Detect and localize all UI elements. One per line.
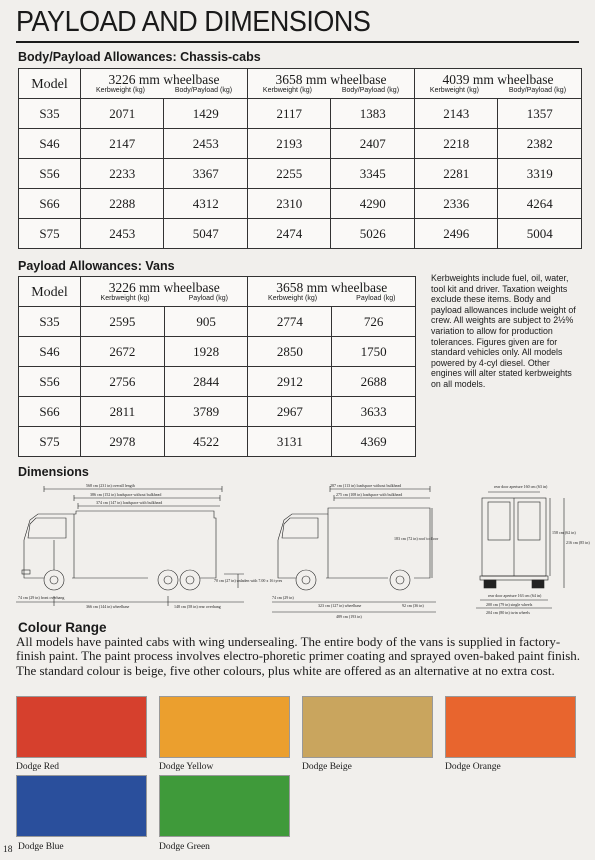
wheelbase-group-header: 3226 mm wheelbase Kerbweight (kg) Body/Payload (kg) (81, 69, 248, 99)
value-cell: 2071 (81, 99, 164, 129)
vans-table (18, 276, 416, 457)
value-cell: 2756 (81, 367, 165, 397)
title-rule (16, 41, 579, 43)
value-cell: 2117 (247, 99, 330, 129)
value-cell: 4290 (331, 189, 415, 219)
value-cell: 1928 (164, 337, 248, 367)
value-cell: 2672 (81, 337, 165, 367)
value-cell: 1750 (332, 337, 416, 367)
value-cell: 4312 (164, 189, 248, 219)
table-row (19, 427, 416, 457)
swatch-dodge-orange (445, 696, 576, 758)
swatch-label: Dodge Orange (445, 762, 501, 772)
chassis-cab-table (18, 68, 582, 249)
table-row (19, 397, 416, 427)
swatch-dodge-beige (302, 696, 433, 758)
table-row (19, 367, 416, 397)
model-cell: S56 (19, 367, 81, 397)
dim-short-loadspace-no-bulkhead: 287 cm (113 in) loadspace without bulkhead (330, 483, 402, 488)
page-title: PAYLOAD AND DIMENSIONS (16, 6, 371, 38)
long-van-diagram (14, 478, 283, 620)
table-row (19, 189, 582, 219)
dim-rear-overall-height: 216 cm (85 in) (566, 540, 590, 545)
value-cell: 5026 (331, 219, 415, 249)
swatch-dodge-green (159, 775, 290, 837)
value-cell: 1383 (331, 99, 415, 129)
dim-rear-twin-wheels: 204 cm (80 in) twin wheels (486, 610, 530, 615)
value-cell: 2844 (164, 367, 248, 397)
value-cell: 5047 (164, 219, 248, 249)
dim-rear-door-top: rear door aperture 160 cm (63 in) (494, 484, 548, 489)
swatch-dodge-blue (16, 775, 147, 837)
value-cell: 2496 (414, 219, 497, 249)
model-cell: S35 (19, 99, 81, 129)
dim-rear-overhang: 148 cm (58 in) rear overhang (174, 604, 221, 609)
value-cell: 1429 (164, 99, 248, 129)
value-cell: 3131 (248, 427, 332, 457)
model-cell: S75 (19, 427, 81, 457)
value-cell: 2967 (248, 397, 332, 427)
dim-short-overall-length: 489 cm (193 in) (336, 614, 362, 619)
value-cell: 2233 (81, 159, 164, 189)
value-cell: 2336 (414, 189, 497, 219)
value-cell: 4264 (498, 189, 582, 219)
value-cell: 4369 (332, 427, 416, 457)
swatch-dodge-red (16, 696, 147, 758)
model-cell: S35 (19, 307, 81, 337)
value-cell: 2978 (81, 427, 165, 457)
dim-front-overhang: 74 cm (29 in) front overhang (18, 595, 65, 600)
value-cell: 2688 (332, 367, 416, 397)
value-cell: 2595 (81, 307, 165, 337)
dim-short-rear-overhang: 92 cm (36 in) (402, 603, 424, 608)
value-cell: 2912 (248, 367, 332, 397)
dim-short-front-overhang: 74 cm (29 in) (272, 595, 294, 600)
model-cell: S46 (19, 337, 81, 367)
value-cell: 2407 (331, 129, 415, 159)
value-cell: 4522 (164, 427, 248, 457)
value-cell: 2193 (247, 129, 330, 159)
table-row (19, 99, 582, 129)
value-cell: 3789 (164, 397, 248, 427)
swatch-label: Dodge Beige (302, 762, 352, 772)
swatch-label: Dodge Green (159, 842, 210, 852)
dim-wheelbase: 366 cm (144 in) wheelbase (86, 604, 130, 609)
colour-range-heading: Colour Range (18, 620, 107, 635)
value-cell: 2310 (247, 189, 330, 219)
dim-overall-length: 568 cm (231 in) overall length (86, 483, 135, 488)
page-number: 18 (3, 845, 13, 855)
model-cell: S46 (19, 129, 81, 159)
model-header: Model (19, 69, 81, 99)
value-cell: 2850 (248, 337, 332, 367)
dim-short-wheelbase: 323 cm (127 in) wheelbase (318, 603, 362, 608)
swatch-label: Dodge Blue (18, 842, 64, 852)
weights-note: Kerbweights include fuel, oil, water, tool kit and driver. Taxation weights exclude these items. Body and payload allowances include weight of crew. All weights are subject to 2½% variation to allow for production tolerances. Figures given are for standard vehicles only. All models powered by 4-cyl diesel. Other engines will alter stated kerbweights on all models. (431, 273, 576, 389)
value-cell: 2255 (247, 159, 330, 189)
wheelbase-group-header: 3658 mm wheelbase Kerbweight (kg) Body/Payload (kg) (247, 69, 414, 99)
model-cell: S66 (19, 397, 81, 427)
wheelbase-group-header: 3226 mm wheelbase Kerbweight (kg) Payload (kg) (81, 277, 248, 307)
dim-loadspace-no-bulkhead: 386 cm (152 in) loadspace without bulkhead (90, 492, 162, 497)
model-cell: S66 (19, 189, 81, 219)
table-row (19, 159, 582, 189)
value-cell: 2382 (498, 129, 582, 159)
value-cell: 3319 (498, 159, 582, 189)
value-cell: 2281 (414, 159, 497, 189)
value-cell: 726 (332, 307, 416, 337)
value-cell: 2453 (164, 129, 248, 159)
short-van-diagram (270, 478, 448, 620)
model-header: Model (19, 277, 81, 307)
value-cell: 1357 (498, 99, 582, 129)
rear-view-diagram (466, 478, 590, 620)
swatch-label: Dodge Red (16, 762, 60, 772)
value-cell: 3345 (331, 159, 415, 189)
wheelbase-group-header: 4039 mm wheelbase Kerbweight (kg) Body/Payload (kg) (414, 69, 581, 99)
table-row (19, 337, 416, 367)
dim-rear-single-wheels: 200 cm (79 in) single wheels (486, 602, 533, 607)
value-cell: 2218 (414, 129, 497, 159)
value-cell: 2811 (81, 397, 165, 427)
model-cell: S56 (19, 159, 81, 189)
value-cell: 2288 (81, 189, 164, 219)
value-cell: 2453 (81, 219, 164, 249)
dim-loadspace-bulkhead: 374 cm (147 in) loadspace with bulkhead (96, 500, 163, 505)
wheelbase-group-header: 3658 mm wheelbase Kerbweight (kg) Payload (kg) (248, 277, 416, 307)
colour-range-text: All models have painted cabs with wing undersealing. The entire body of the vans is supplied in factory-finish paint. The paint process involves electro-phoretic primer coating and sprayed oven-baked paint finish. The standard colour is beige, five other colours, plus white are offered as an alternative at no extra cost. (16, 634, 581, 678)
value-cell: 905 (164, 307, 248, 337)
value-cell: 2474 (247, 219, 330, 249)
table-row (19, 307, 416, 337)
table-row (19, 129, 582, 159)
model-cell: S75 (19, 219, 81, 249)
vans-heading: Payload Allowances: Vans (18, 259, 175, 273)
value-cell: 3633 (332, 397, 416, 427)
swatch-dodge-yellow (159, 696, 290, 758)
swatch-label: Dodge Yellow (159, 762, 214, 772)
dim-height: 70 cm (27 in) unladen with 7.00 x 16 tyres (214, 578, 283, 583)
value-cell: 3367 (164, 159, 248, 189)
dim-short-loadspace-bulkhead: 275 cm (108 in) loadspace with bulkhead (336, 492, 403, 497)
value-cell: 2147 (81, 129, 164, 159)
value-cell: 5004 (498, 219, 582, 249)
dim-rear-height-side: 158 cm (62 in) (552, 530, 576, 535)
dimensions-heading: Dimensions (18, 465, 89, 479)
value-cell: 2143 (414, 99, 497, 129)
chassis-cab-heading: Body/Payload Allowances: Chassis-cabs (18, 50, 261, 64)
table-row (19, 219, 582, 249)
dim-rear-door-bottom: rear door aperture 163 cm (64 in) (488, 593, 542, 598)
dim-roof-height: 183 cm (72 in) roof to floor (394, 536, 439, 541)
value-cell: 2774 (248, 307, 332, 337)
